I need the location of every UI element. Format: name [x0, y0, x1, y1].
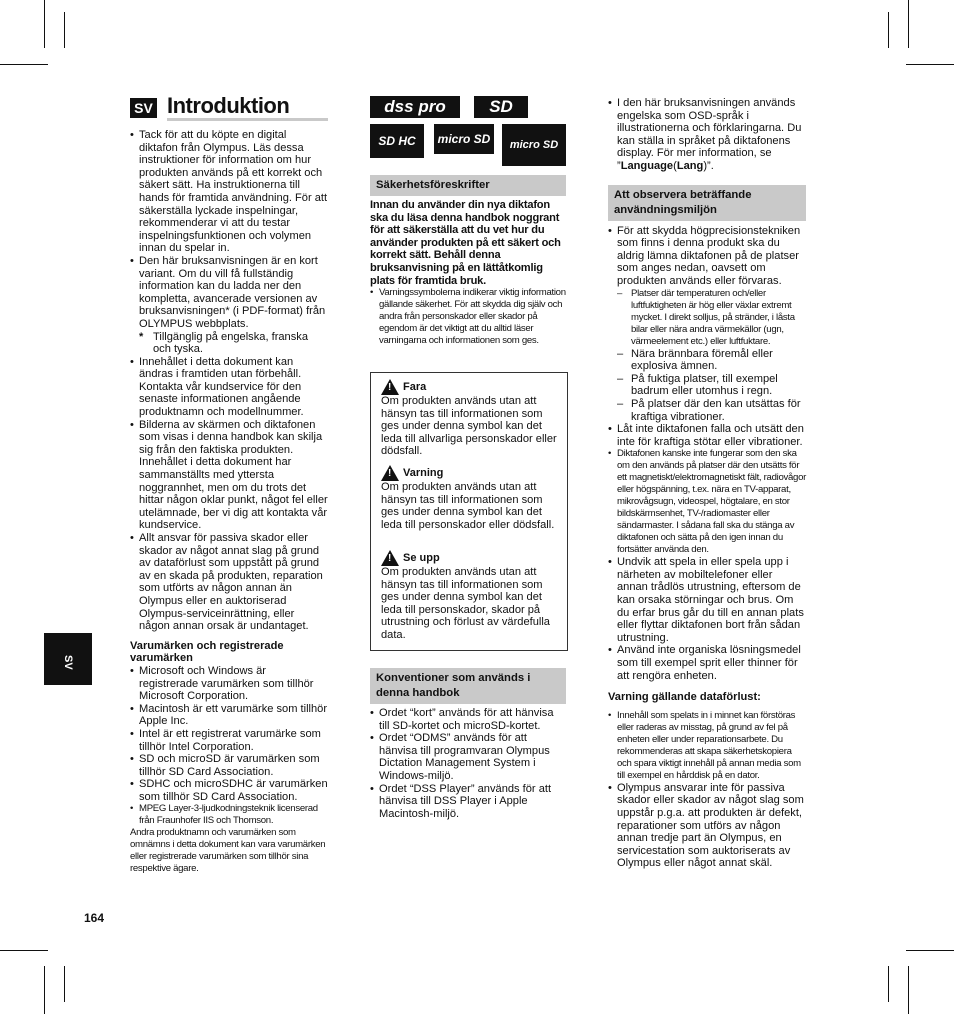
crop-mark: [906, 950, 954, 951]
list-item: • Olympus ansvarar inte för passiva skador eller skador av något slag som uppstår p.g.a. att produkten är defekt, reparationer som utförs av någon annan tredje part än Olympus, en servicestation som auktoriserats av Olympus eller något annat skäl.: [608, 782, 806, 870]
warning-triangle-icon: !: [381, 465, 399, 481]
logo-microsdhc: micro SD: [502, 124, 566, 166]
page-number: 164: [84, 911, 105, 925]
list-item: • Ordet “kort” används för att hänvisa till SD-kortet och microSD-kortet.: [370, 707, 566, 732]
list-item: • Allt ansvar för passiva skador eller skador av något annat slag på grund av dataförlust som uppstått på grund av en skada på produkten, reparation som utförts av någon annan än Olympus eller en auktoriserad Olympus-serviceinrättning, eller någon annan orsak är undantaget.: [130, 532, 328, 633]
list-item: • Macintosh är ett varumärke som tillhör Apple Inc.: [130, 703, 328, 728]
list-item: • Undvik att spela in eller spela upp i närheten av mobiltelefoner eller annan trådlös utrustning, eftersom de kan orsaka störningar och brus. Om du erfar brus går du till en annan plats eller flyttar diktafonen bort från sådan utrustning.: [608, 556, 806, 644]
logo-microsd: micro SD: [434, 124, 494, 154]
column-left: [130, 129, 328, 875]
crop-mark: [908, 0, 909, 48]
logo-sdhc: SD HC: [370, 124, 424, 158]
list-item: – På fuktiga platser, till exempel badrum eller utomhus i regn.: [617, 373, 806, 398]
warning-danger: ! Fara Om produkten används utan att hänsyn tas till informationen som ges under denna symbol kan det leda till allvarliga personskador eller dödsfall.: [381, 381, 557, 458]
crop-mark: [0, 64, 48, 65]
page-title: Introduktion: [167, 93, 290, 118]
list-item: • Den här bruksanvisningen är en kort variant. Om du vill få fullständig information kan du ladda ner den kompletta, avancerade versionen av bruksanvisningen* (i PDF-format) från OLYMPUS webbplats.: [130, 255, 328, 331]
crop-mark: [906, 64, 954, 65]
safety-intro: Innan du använder din nya diktafon ska du läsa denna handbok noggrant för att säkerställa att du vet hur du använder produkten på ett säkert och korrekt sätt. Behåll denna bruksanvisning på en lättåtkomlig plats för framtida bruk.: [370, 199, 561, 287]
warning-caution: ! Se upp Om produkten används utan att hänsyn tas till informationen som ges under denna symbol kan det leda till personskador, skador på utrustning och förlust av värdefulla data.: [381, 552, 550, 641]
title-underline: [167, 118, 328, 121]
list-item: • Använd inte organiska lösningsmedel som till exempel sprit eller thinner för att rengöra enheten.: [608, 644, 806, 682]
closing-note: Andra produktnamn och varumärken som omnämns i detta dokument kan vara varumärken eller registrerade varumärken som tillhör sina respektive ägare.: [130, 827, 326, 875]
list-item: • Innehåll som spelats in i minnet kan förstöras eller raderas av misstag, på grund av fel på enheten eller under reparationsarbete. Du rekommenderas att skapa säkerhetskopiera och spara viktigt innehåll på annan media som till exempel en hårddisk på en dator.: [608, 710, 806, 782]
list-item: • Diktafonen kanske inte fungerar som den ska om den används på platser där den utsätts för ett magnetiskt/elektromagnetiskt fält, radiovågor eller högspänning, t.ex. nära en TV-apparat, mikrovågsugn, videospel, högtalare, en stor bildskärmsenhet, TV-/radiomaster eller sändarmaster. I sådana fall ska du stänga av diktafonen och sätta på den igen innan du fortsätter använda den.: [608, 448, 806, 556]
list-item: • SDHC och microSDHC är varumärken som tillhör SD Card Association.: [130, 778, 328, 803]
environment-heading: Att observera beträffande användningsmiljön: [608, 185, 806, 221]
crop-mark: [888, 966, 889, 1002]
column-middle: [370, 175, 566, 347]
side-language-tab: SV: [44, 633, 92, 685]
warning-triangle-icon: !: [381, 379, 399, 395]
list-item: • Microsoft och Windows är registrerade varumärken som tillhör Microsoft Corporation.: [130, 665, 328, 703]
warning-box: [370, 372, 568, 651]
data-loss-heading: Varning gällande dataförlust:: [608, 691, 761, 704]
trademark-heading: Varumärken och registrerade varumärken: [130, 639, 284, 665]
crop-mark: [888, 12, 889, 48]
list-item: • För att skydda högprecisionstekniken som finns i denna produkt ska du aldrig lämna diktafonen på de platser som anges nedan, oavsett om produkten används eller förvaras.: [608, 225, 806, 288]
crop-mark: [64, 12, 65, 48]
crop-mark: [0, 950, 48, 951]
list-item: • SD och microSD är varumärken som tillhör SD Card Association.: [130, 753, 328, 778]
logo-sd: SD: [474, 96, 528, 118]
warning-triangle-icon: !: [381, 550, 399, 566]
list-item: • Bilderna av skärmen och diktafonen som visas i denna handbok kan skilja sig från den faktiska produkten. Innehållet i detta dokument har sammanställts med yttersta noggrannhet, men om du trots det hittar någon oklar punkt, något fel eller utelämnade, ber vi dig att kontakta vår kundservice.: [130, 419, 328, 532]
conventions-heading: Konventioner som används i denna handbok: [370, 668, 566, 704]
list-item: – Platser där temperaturen och/eller luftfuktigheten är hög eller växlar extremt mycket. I direkt solljus, på stränder, i låsta bilar eller nära andra värmekällor (ugn, värmeelement etc.) eller luftfuktare.: [617, 288, 806, 348]
footnote-mark: *: [139, 330, 144, 343]
footnote: * Tillgänglig på engelska, franska och tyska.: [139, 330, 308, 356]
list-item: • Låt inte diktafonen falla och utsätt den inte för kraftiga stötar eller vibrationer.: [608, 423, 806, 448]
language-badge: SV: [130, 98, 157, 118]
crop-mark: [44, 0, 45, 48]
warning-warning: ! Varning Om produkten används utan att hänsyn tas till informationen som ges under denna symbol kan det leda till personskador eller dödsfall.: [381, 467, 555, 531]
list-item: • Varningssymbolerna indikerar viktig information gällande säkerhet. För att skydda dig själv och andra från personskador eller skador på egendom är det viktigt att du alltid läser varningarna och informationen som ges.: [370, 287, 566, 347]
column-right: [608, 97, 806, 870]
list-item: – På platser där den kan utsättas för kraftiga vibrationer.: [617, 398, 806, 423]
list-item: • MPEG Layer-3-ljudkodningsteknik licenserad från Fraunhofer IIS och Thomson.: [130, 803, 328, 827]
crop-mark: [44, 966, 45, 1014]
list-item: • I den här bruksanvisningen används engelska som OSD-språk i illustrationerna och förklaringarna. Du kan ställa in språket på diktafonens display. För mer information, se ”Language(Lang)”.: [608, 97, 806, 173]
crop-mark: [64, 966, 65, 1002]
list-item: • Ordet “ODMS” används för att hänvisa till programvaran Olympus Dictation Management System i Windows-miljö.: [370, 732, 566, 782]
list-item: – Nära brännbara föremål eller explosiva ämnen.: [617, 348, 806, 373]
safety-heading: Säkerhetsföreskrifter: [370, 175, 566, 196]
list-item: • Ordet “DSS Player” används för att hänvisa till DSS Player i Apple Macintosh-miljö.: [370, 783, 566, 821]
list-item: • Intel är ett registrerat varumärke som tillhör Intel Corporation.: [130, 728, 328, 753]
list-item: • Tack för att du köpte en digital diktafon från Olympus. Läs dessa instruktioner för information om hur produkten används på ett korrekt och säkert sätt. Ha instruktionerna till hands för framtida användning. För att säkerställa lyckade inspelningar, rekommenderar vi att du testar inspelningsfunktionen och volymen innan du spelar in.: [130, 129, 328, 255]
crop-mark: [908, 966, 909, 1014]
logo-dss: dss pro: [370, 96, 460, 118]
list-item: • Innehållet i detta dokument kan ändras i framtiden utan förbehåll. Kontakta vår kundservice för den senaste informationen angående produktnamn och modellnummer.: [130, 356, 328, 419]
conventions-section: [370, 668, 566, 820]
